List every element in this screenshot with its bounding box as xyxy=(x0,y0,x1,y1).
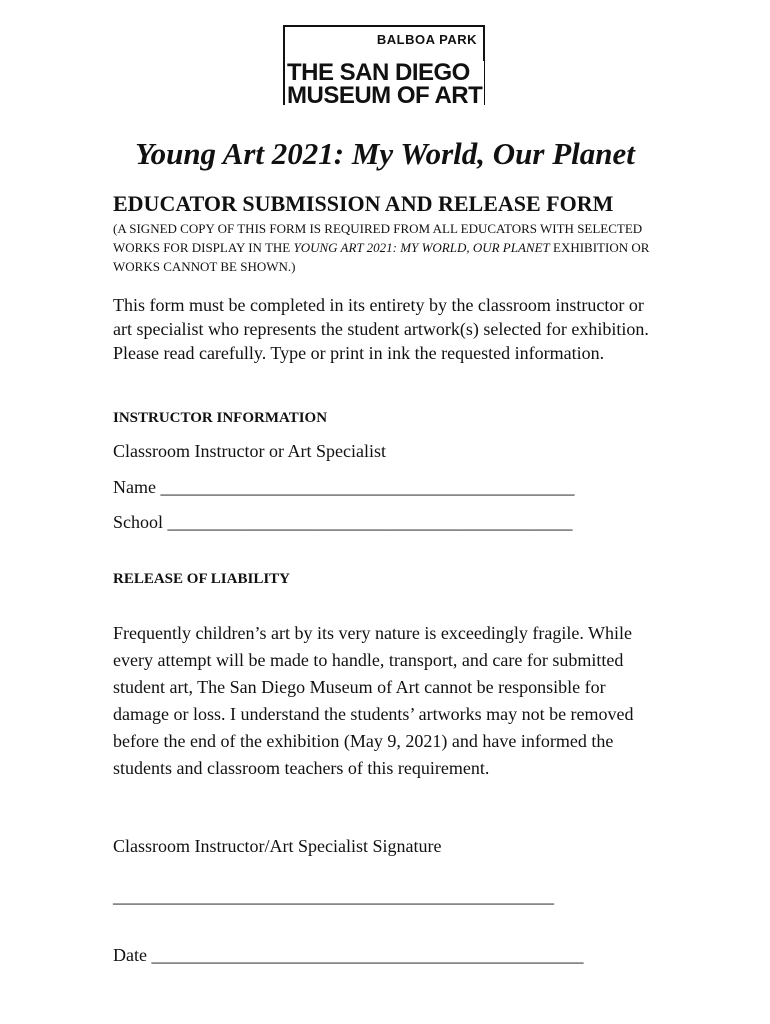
form-note xyxy=(113,219,653,276)
logo-line-1: THE SAN DIEGO xyxy=(287,59,470,86)
signature-label: Classroom Instructor/Art Specialist Signature xyxy=(113,836,442,856)
logo-balboa-park: BALBOA PARK xyxy=(376,32,477,47)
school-field[interactable]: School _____________________________________________ xyxy=(113,512,573,532)
museum-logo xyxy=(283,25,485,109)
form-note-exhibition-name: YOUNG ART 2021: MY WORLD, OUR PLANET xyxy=(293,240,550,255)
logo-wordmark xyxy=(287,61,484,107)
logo-line-2: MUSEUM OF ART xyxy=(287,82,483,109)
date-field[interactable]: Date ________________________________________________ xyxy=(113,945,584,965)
release-paragraph: Frequently children’s art by its very nature is exceedingly fragile. While every attempt will be made to handle, transport, and care for submitted student art, The San Diego Museum of Art cannot be responsible for damage or loss. I understand the students’ artworks may not be removed before the end of the exhibition (May 9, 2021) and have informed the students and classroom teachers of this requirement. xyxy=(113,623,634,778)
page-title: Young Art 2021: My World, Our Planet xyxy=(135,136,635,171)
name-field[interactable]: Name ______________________________________________ xyxy=(113,477,575,497)
intro-paragraph: This form must be completed in its entirety by the classroom instructor or art specialist who represents the student artwork(s) selected for exhibition. Please read carefully. Type or print in ink the requested information. xyxy=(113,295,649,363)
instructor-role-label: Classroom Instructor or Art Specialist xyxy=(113,441,386,461)
form-note-part1: (A SIGNED COPY OF THIS FORM IS REQUIRED FROM ALL EDUCATORS WITH SELECTED WORKS FOR DISPLAY IN THE xyxy=(113,221,643,255)
form-note-part2: EXHIBITION OR WORKS CANNOT BE SHOWN.) xyxy=(113,240,650,274)
release-heading: RELEASE OF LIABILITY xyxy=(113,571,290,587)
instructor-heading: INSTRUCTOR INFORMATION xyxy=(113,410,328,426)
form-heading: EDUCATOR SUBMISSION AND RELEASE FORM xyxy=(113,191,614,216)
signature-field[interactable]: _________________________________________________ xyxy=(113,886,554,906)
